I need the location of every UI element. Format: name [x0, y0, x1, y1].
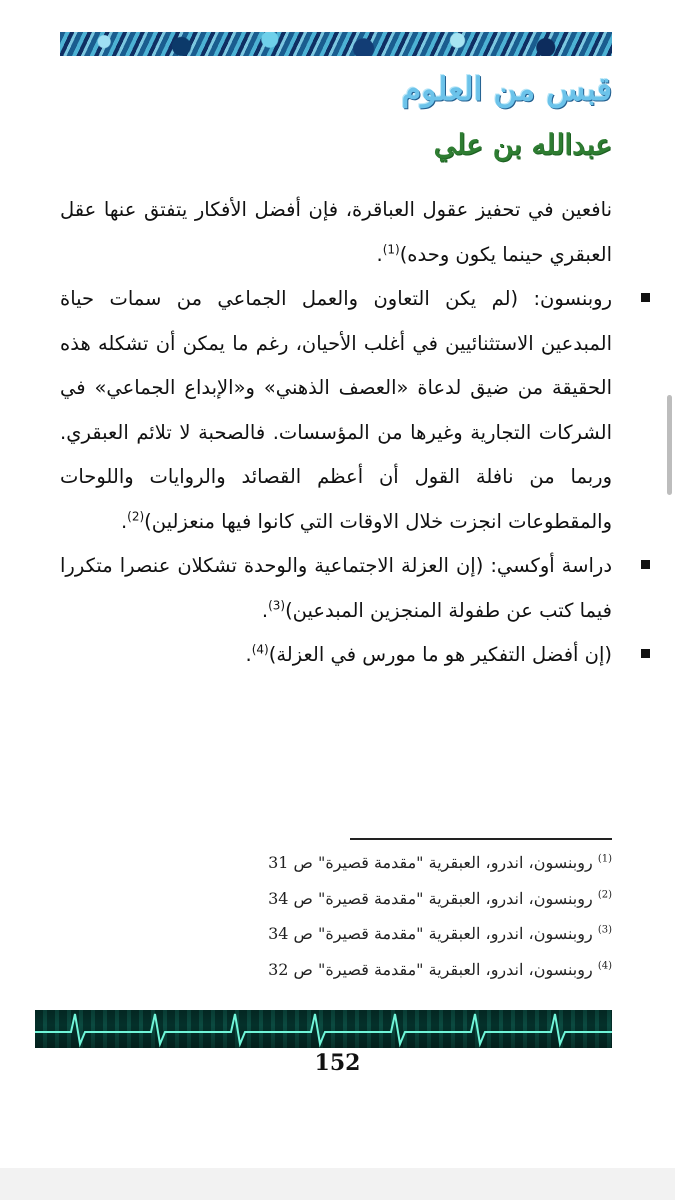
- viewer-bottom-margin: [0, 1168, 675, 1200]
- series-title: قبس من العلوم: [401, 70, 612, 108]
- footnote-ref: (3): [268, 598, 286, 612]
- page-number: 152: [314, 1050, 361, 1076]
- bullet-item: دراسة أوكسي: (إن العزلة الاجتماعية والوحدة تشكلان عنصرا متكررا فيما كتب عن طفولة المنجزين المبدعين)$^{(3)}$.: [60, 544, 612, 633]
- scrollbar-thumb[interactable]: [667, 395, 672, 495]
- footnote-ref: (4): [251, 642, 269, 657]
- decorative-footer-banner: [35, 1010, 612, 1048]
- bullet-item: روبنسون: (لم يكن التعاون والعمل الجماعي من سمات حياة المبدعين الاستثنائيين في أغلب الأحيان، رغم ما يمكن أن تشكله هذه الحقيقة من ضيق لدعاة «العصف الذهني» و«الإبداع الجماعي» في الشركات التجارية وغيرها من المؤسسات. فالصحبة لا تلائم العبقري. وربما من نافلة القول أن أعظم القصائد والروايات واللوحات والمقطوعات انجزت خلال الاوقات التي كانوا فيها منعزلين)$^{(2)}$.: [60, 277, 612, 544]
- heartbeat-line-icon: [35, 1010, 612, 1048]
- square-bullet-icon: [641, 560, 650, 569]
- intro-paragraph: نافعين في تحفيز عقول العباقرة، فإن أفضل الأفكار يتفتق عنها عقل العبقري حينما يكون وحده)$^{(1)}$.: [60, 198, 612, 266]
- square-bullet-icon: [641, 293, 650, 302]
- square-bullet-icon: [641, 649, 650, 658]
- footnote-ref: (2): [127, 509, 145, 523]
- author-name: عبدالله بن علي: [433, 128, 612, 161]
- decorative-header-banner: [60, 32, 612, 56]
- footnote-ref: (1): [382, 242, 400, 256]
- body-text: [60, 188, 612, 678]
- footnote-separator: [350, 838, 612, 840]
- footnote: $^{(1)}$ روبنسون، اندرو، العبقرية "مقدمة قصيرة" ص 31: [268, 853, 612, 872]
- footnote: $^{(2)}$ روبنسون، اندرو، العبقرية "مقدمة قصيرة" ص 34: [268, 888, 612, 908]
- bullet-item: (إن أفضل التفكير هو ما مورس في العزلة)$^{(4)}$.: [60, 633, 612, 678]
- footnotes: [60, 846, 612, 988]
- footnote: $^{(3)}$ روبنسون، اندرو، العبقرية "مقدمة قصيرة" ص 34: [268, 924, 612, 943]
- footnote: $^{(4)}$ روبنسون، اندرو، العبقرية "مقدمة قصيرة" ص 32: [268, 959, 612, 979]
